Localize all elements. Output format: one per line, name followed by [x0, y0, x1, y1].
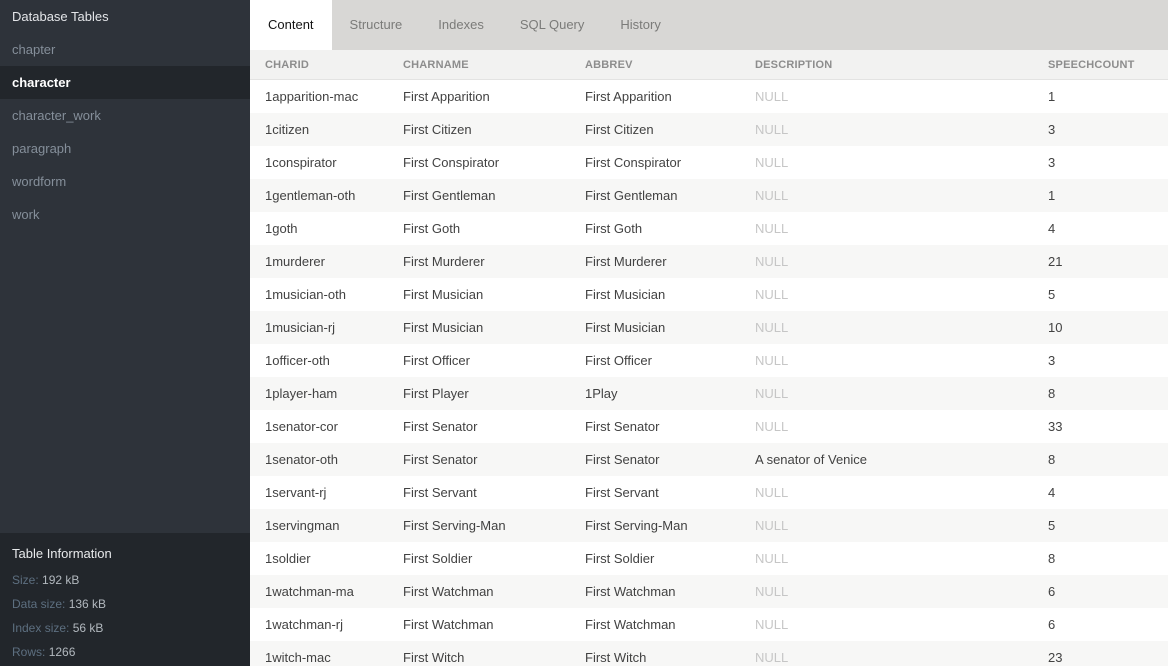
cell-speechcount: 8 [1048, 452, 1056, 467]
cell-charname: First Apparition [403, 89, 490, 104]
info-value: 136 kB [68, 597, 107, 611]
table-row[interactable] [250, 542, 1168, 575]
cell-description: NULL [755, 551, 789, 566]
tab-sql-query[interactable]: SQL Query [519, 17, 585, 32]
cell-charid: 1officer-oth [265, 353, 330, 368]
cell-description: NULL [755, 584, 789, 599]
cell-abbrev: First Musician [585, 287, 666, 302]
table-row[interactable] [250, 410, 1168, 443]
cell-description: NULL [755, 617, 789, 632]
cell-abbrev: First Soldier [585, 551, 655, 566]
sidebar-nav [0, 33, 250, 231]
cell-abbrev: First Senator [585, 452, 660, 467]
cell-charid: 1senator-oth [265, 452, 338, 467]
cell-speechcount: 4 [1048, 221, 1056, 236]
cell-charid: 1senator-cor [265, 419, 338, 434]
table-body [250, 80, 1168, 666]
cell-abbrev: 1Play [585, 386, 618, 401]
table-row[interactable] [250, 476, 1168, 509]
cell-speechcount: 5 [1048, 518, 1056, 533]
info-row-data-size- [12, 592, 250, 616]
info-value: 192 kB [42, 573, 80, 587]
info-row-size- [12, 568, 250, 592]
info-label: Size: [12, 573, 39, 587]
table-info-panel [0, 533, 250, 666]
cell-description: NULL [755, 353, 789, 368]
cell-charid: 1player-ham [265, 386, 338, 401]
cell-charid: 1apparition-mac [265, 89, 359, 104]
cell-charid: 1servingman [265, 518, 340, 533]
table-row[interactable] [250, 311, 1168, 344]
table-row[interactable] [250, 146, 1168, 179]
table-row[interactable] [250, 245, 1168, 278]
cell-description: NULL [755, 287, 789, 302]
cell-speechcount: 6 [1048, 584, 1056, 599]
cell-charname: First Senator [403, 452, 478, 467]
cell-charname: First Witch [403, 650, 465, 665]
cell-description: NULL [755, 155, 789, 170]
table-row[interactable] [250, 608, 1168, 641]
cell-charname: First Watchman [403, 617, 494, 632]
table-row[interactable] [250, 509, 1168, 542]
cell-abbrev: First Conspirator [585, 155, 682, 170]
cell-speechcount: 1 [1048, 188, 1056, 203]
column-header-description[interactable]: DESCRIPTION [755, 58, 833, 71]
sidebar-item-paragraph[interactable]: paragraph [12, 141, 72, 156]
cell-charname: First Conspirator [403, 155, 500, 170]
info-label: Data size: [12, 597, 66, 611]
cell-abbrev: First Serving-Man [585, 518, 688, 533]
cell-speechcount: 3 [1048, 353, 1056, 368]
cell-charid: 1musician-rj [265, 320, 336, 335]
cell-speechcount: 8 [1048, 386, 1056, 401]
table-info-list [12, 568, 250, 664]
cell-charid: 1servant-rj [265, 485, 327, 500]
cell-description: NULL [755, 419, 789, 434]
info-label: Rows: [12, 645, 46, 659]
info-row-rows- [12, 640, 250, 664]
cell-abbrev: First Witch [585, 650, 647, 665]
tab-bar [250, 0, 1168, 50]
table-row[interactable] [250, 212, 1168, 245]
cell-charname: First Serving-Man [403, 518, 506, 533]
cell-charid: 1gentleman-oth [265, 188, 356, 203]
sidebar-title: Database Tables [12, 9, 109, 24]
cell-charname: First Musician [403, 320, 484, 335]
cell-speechcount: 3 [1048, 155, 1056, 170]
cell-charname: First Gentleman [403, 188, 496, 203]
cell-speechcount: 6 [1048, 617, 1056, 632]
table-row[interactable] [250, 113, 1168, 146]
cell-charname: First Officer [403, 353, 470, 368]
cell-speechcount: 4 [1048, 485, 1056, 500]
cell-charid: 1murderer [265, 254, 325, 269]
cell-abbrev: First Citizen [585, 122, 654, 137]
cell-abbrev: First Officer [585, 353, 652, 368]
cell-charid: 1watchman-rj [265, 617, 344, 632]
sidebar-item-character-work[interactable]: character_work [12, 108, 101, 123]
table-row[interactable] [250, 344, 1168, 377]
cell-description: NULL [755, 320, 789, 335]
cell-charname: First Senator [403, 419, 478, 434]
cell-speechcount: 10 [1048, 320, 1063, 335]
cell-charid: 1citizen [265, 122, 310, 137]
table-row[interactable] [250, 641, 1168, 666]
cell-speechcount: 21 [1048, 254, 1063, 269]
cell-charname: First Murderer [403, 254, 485, 269]
cell-charid: 1soldier [265, 551, 311, 566]
tab-structure[interactable]: Structure [349, 17, 403, 32]
sidebar-item-wordform[interactable]: wordform [12, 174, 67, 189]
cell-description: NULL [755, 122, 789, 137]
cell-description: NULL [755, 518, 789, 533]
cell-abbrev: First Apparition [585, 89, 672, 104]
cell-abbrev: First Servant [585, 485, 659, 500]
cell-description: NULL [755, 386, 789, 401]
cell-abbrev: First Watchman [585, 617, 676, 632]
main-content [250, 0, 1168, 666]
sidebar-spacer [0, 231, 250, 533]
cell-abbrev: First Goth [585, 221, 643, 236]
cell-charname: First Musician [403, 287, 484, 302]
cell-charid: 1witch-mac [265, 650, 331, 665]
cell-charid: 1watchman-ma [265, 584, 354, 599]
cell-speechcount: 33 [1048, 419, 1063, 434]
cell-description: NULL [755, 650, 789, 665]
sidebar-item-work[interactable]: work [12, 207, 40, 222]
column-header-abbrev[interactable]: ABBREV [585, 58, 633, 71]
cell-description: NULL [755, 89, 789, 104]
cell-charname: First Watchman [403, 584, 494, 599]
cell-charname: First Citizen [403, 122, 472, 137]
cell-speechcount: 23 [1048, 650, 1063, 665]
table-row[interactable] [250, 377, 1168, 410]
table-row[interactable] [250, 443, 1168, 476]
table-info-title: Table Information [12, 546, 112, 561]
cell-abbrev: First Gentleman [585, 188, 678, 203]
info-value: 1266 [48, 645, 76, 659]
column-header-speechcount[interactable]: SPEECHCOUNT [1048, 58, 1135, 71]
cell-speechcount: 8 [1048, 551, 1056, 566]
cell-abbrev: First Murderer [585, 254, 667, 269]
column-header-charid[interactable]: CHARID [265, 58, 309, 71]
cell-charid: 1musician-oth [265, 287, 346, 302]
cell-description: A senator of Venice [755, 452, 868, 467]
table-row[interactable] [250, 179, 1168, 212]
cell-description: NULL [755, 188, 789, 203]
tab-indexes[interactable]: Indexes [438, 17, 484, 32]
cell-charname: First Goth [403, 221, 461, 236]
cell-abbrev: First Senator [585, 419, 660, 434]
cell-description: NULL [755, 254, 789, 269]
cell-speechcount: 3 [1048, 122, 1056, 137]
info-row-index-size- [12, 616, 250, 640]
info-label: Index size: [12, 621, 70, 635]
tab-history[interactable]: History [620, 17, 661, 32]
table-row[interactable] [250, 278, 1168, 311]
table-header-row [250, 50, 1168, 80]
cell-abbrev: First Watchman [585, 584, 676, 599]
cell-charname: First Soldier [403, 551, 473, 566]
table-row[interactable] [250, 80, 1168, 113]
cell-charid: 1goth [265, 221, 298, 236]
cell-charname: First Player [403, 386, 469, 401]
sidebar [0, 0, 250, 666]
cell-speechcount: 1 [1048, 89, 1056, 104]
column-header-charname[interactable]: CHARNAME [403, 58, 469, 71]
table-row[interactable] [250, 575, 1168, 608]
cell-charid: 1conspirator [265, 155, 337, 170]
cell-charname: First Servant [403, 485, 477, 500]
cell-speechcount: 5 [1048, 287, 1056, 302]
sidebar-item-character[interactable]: character [0, 66, 250, 99]
tab-content[interactable]: Content [250, 0, 332, 50]
cell-description: NULL [755, 485, 789, 500]
sidebar-item-chapter[interactable]: chapter [12, 42, 56, 57]
cell-description: NULL [755, 221, 789, 236]
info-value: 56 kB [72, 621, 104, 635]
cell-abbrev: First Musician [585, 320, 666, 335]
